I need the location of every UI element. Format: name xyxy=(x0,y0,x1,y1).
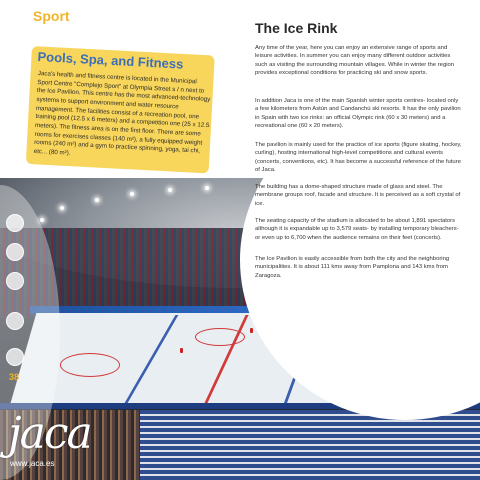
pools-text: Jaca's health and fitness centre is located in the Municipal Sport Centre "Complejo Sport" at Olympia Street s / n next to the Ice Pavilion. This centre has the most advanced-technology systems to support environment and water resource management. The facilities consist of a recreation pool, one training pool (12.5 x 6 meters) and a competition one (25 x 12.5 meters). The fitness area is on the first floor. There are some rooms for exercises classes (140 m²), a fully equipped weight rooms (240 m²) and a gym to practice spinning, yoga, tai chi, etc... (80 m²). xyxy=(33,70,211,157)
player xyxy=(180,348,183,353)
page-number: 38 xyxy=(9,372,20,382)
decorative-dot xyxy=(6,214,24,232)
roof-light xyxy=(130,192,134,196)
blue-seats xyxy=(140,410,480,480)
player xyxy=(250,328,253,333)
rink-paragraph: In addition Jaca is one of the main Spanish winter sports centres- located only a few kilometers from Astún and Candanchú ski resorts. It has the only pavilion in Spain with two ice rinks: an official Olympic rink (60 x 30 meters) and a recreational one (60 x 20 meters). xyxy=(255,98,461,130)
rink-paragraph: The seating capacity of the stadium is allocated to be about 1,891 spectators although it is expandable up to 3,579 seats- by installing temporary bleachers- or even up to 6,700 when the audience remains on their feet (concerts). xyxy=(255,218,459,241)
decorative-dot xyxy=(6,272,24,290)
faceoff-circle xyxy=(60,353,120,377)
website-link[interactable]: www.jaca.es xyxy=(10,459,55,468)
faceoff-circle xyxy=(195,328,245,346)
rink-paragraph: The pavilion is mainly used for the practice of ice sports (figure skating, hockey, curling), hosting international high-level competitions and cultural events (concerts, conventions, etc). It has become a successful reference of the future of Jaca. xyxy=(255,142,462,174)
pools-title: Pools, Spa, and Fitness xyxy=(37,49,184,72)
decorative-dot xyxy=(6,312,24,330)
roof-light xyxy=(40,218,44,222)
roof-light xyxy=(168,188,172,192)
rink-paragraph: Any time of the year, here you can enjoy an extensive range of sports and leisure activities. In summer you can enjoy many different outdoor activities such as visiting the surrounding mountain villages. While in winter the region provides exceptional conditions for practicing ski and snow sports. xyxy=(255,45,455,77)
ice-rink-title: The Ice Rink xyxy=(255,20,338,36)
roof-light xyxy=(205,186,209,190)
roof-light xyxy=(95,198,99,202)
roof-light xyxy=(60,206,64,210)
rink-paragraph: The building has a dome-shaped structure made of glass and steel. The membrane groups roof, facade and structure. It is perceived as a soft crystal of ice. xyxy=(255,184,461,207)
jaca-logo: jaca xyxy=(8,408,91,459)
section-label: Sport xyxy=(33,8,70,24)
rink-paragraph: The Ice Pavilion is easily accessible from both the city and the neighboring municipalities. It is about 111 kms away from Pamplona and 143 kms from Zaragoza. xyxy=(255,256,450,279)
decorative-dot xyxy=(6,348,24,366)
decorative-dot xyxy=(6,243,24,261)
